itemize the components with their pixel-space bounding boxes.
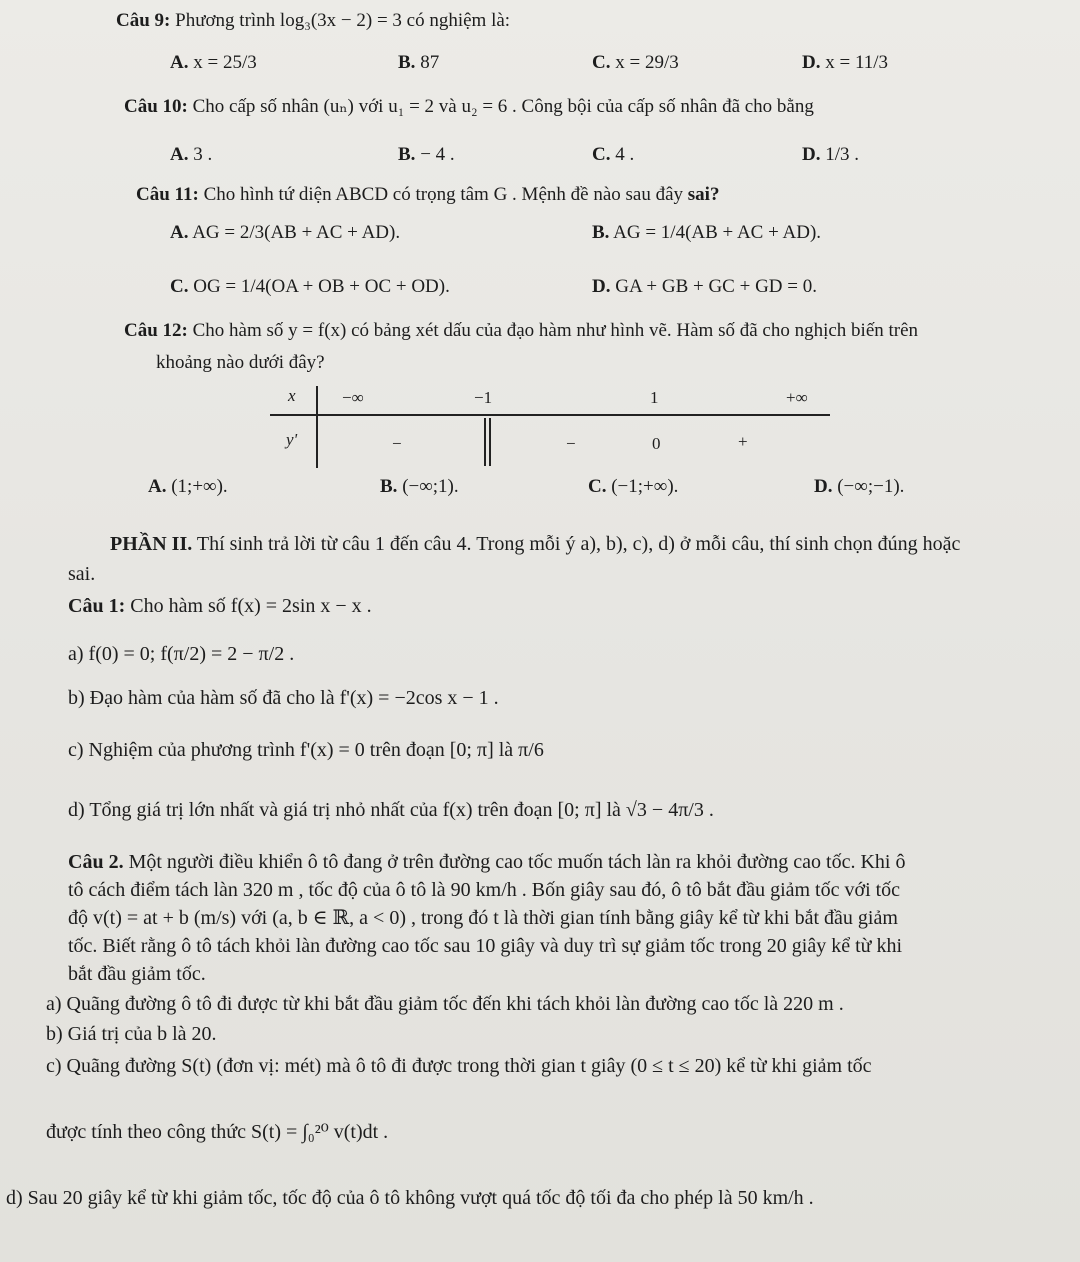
sign-table-sign: − — [392, 434, 402, 453]
p2q1-statement-a: a) f(0) = 0; f(π/2) = 2 − π/2 . — [68, 643, 295, 665]
sign-table-sign: 0 — [652, 434, 661, 453]
q12-text: Cho hàm số y = f(x) có bảng xét dấu của đạo hàm như hình vẽ. Hàm số đã cho nghịch biến trên — [192, 320, 919, 341]
part2-intro — [110, 532, 960, 556]
q10-text: Cho cấp số nhân (uₙ) với u₁ = 2 và u₂ = 6 . Công bội của cấp số nhân đã cho bằng — [192, 96, 814, 117]
sign-table-x-value: −∞ — [342, 388, 364, 407]
q10-option-b: B. − 4 . — [398, 144, 455, 165]
p2q2-line1: Một người điều khiển ô tô đang ở trên đường cao tốc muốn tách làn ra khỏi đường cao tốc. Khi ô — [128, 851, 906, 873]
q12-option-d: D. (−∞;−1). — [814, 476, 905, 497]
p2q1-text: Cho hàm số f(x) = 2sin x − x . — [130, 595, 372, 617]
p2q1-statement-b: b) Đạo hàm của hàm số đã cho là f'(x) = −2cos x − 1 . — [68, 687, 499, 709]
p2q2-line5: bắt đầu giảm tốc. — [68, 963, 206, 985]
q9-option-c: C. x = 29/3 — [592, 52, 679, 73]
p2q1-label: Câu 1: — [68, 595, 126, 617]
p2q2-stem — [68, 850, 905, 874]
q9-option-a: A. x = 25/3 — [170, 52, 257, 73]
part2-text: Thí sinh trả lời từ câu 1 đến câu 4. Trong mỗi ý a), b), c), d) ở mỗi câu, thí sinh chọn đúng hoặc — [196, 533, 961, 555]
p2q1-stem — [68, 594, 372, 618]
sign-table-x-value: 1 — [650, 388, 659, 407]
p2q2-label: Câu 2. — [68, 851, 124, 873]
q11-label: Câu 11: — [136, 184, 199, 205]
q12-option-a: A. (1;+∞). — [148, 476, 228, 497]
q11-option-c: C. OG = 1/4(OA + OB + OC + OD). — [170, 276, 450, 297]
sign-table-double-bar-left — [484, 418, 486, 466]
sign-table-sign: − — [566, 434, 576, 453]
sign-table-double-bar-right — [489, 418, 491, 466]
q11-option-b: B. AG = 1/4(AB + AC + AD). — [592, 222, 822, 243]
p2q2-statement-c-line2: được tính theo công thức S(t) = ∫₀²⁰ v(t)dt . — [46, 1121, 389, 1143]
p2q2-line3: độ v(t) = at + b (m/s) với (a, b ∈ ℝ, a < 0) , trong đó t là thời gian tính bằng giây kể từ khi bắt đầu giảm — [68, 907, 898, 929]
p2q2-statement-c: c) Quãng đường S(t) (đơn vị: mét) mà ô tô đi được trong thời gian t giây (0 ≤ t ≤ 20) kể từ khi giảm tốc — [46, 1055, 872, 1077]
q11-option-d: D. GA + GB + GC + GD = 0. — [592, 276, 817, 297]
q11-stem — [136, 184, 719, 207]
sign-table-y-label: y' — [286, 430, 298, 449]
q10-stem — [124, 96, 814, 119]
sign-table-x-value: +∞ — [786, 388, 808, 407]
q9-option-b: B. 87 — [398, 52, 440, 73]
p2q2-line4: tốc. Biết rằng ô tô tách khỏi làn đường cao tốc sau 10 giây và duy trì sự giảm tốc trong 20 giây kể từ khi — [68, 935, 903, 957]
q12-option-c: C. (−1;+∞). — [588, 476, 679, 497]
p2q2-statement-d: d) Sau 20 giây kể từ khi giảm tốc, tốc độ của ô tô không vượt quá tốc độ tối đa cho phép là 50 km/h . — [6, 1187, 814, 1209]
q12-option-b: B. (−∞;1). — [380, 476, 459, 497]
sign-table-x-value: −1 — [474, 388, 493, 407]
q11-option-a: A. AG = 2/3(AB + AC + AD). — [170, 222, 401, 243]
q9-option-d: D. x = 11/3 — [802, 52, 889, 73]
q12-stem-line2: khoảng nào dưới đây? — [156, 352, 325, 373]
q10-label: Câu 10: — [124, 96, 188, 117]
q12-stem — [124, 320, 918, 343]
part2-heading: PHẦN II. — [110, 533, 193, 555]
sign-table — [270, 380, 830, 470]
part2-text-line2: sai. — [68, 563, 96, 585]
q11-emphasis: sai? — [687, 184, 720, 205]
sign-table-vertical-divider — [316, 386, 318, 468]
q10-option-a: A. 3 . — [170, 144, 213, 165]
q9-label: Câu 9: — [116, 10, 171, 31]
q9-text: Phương trình log₃(3x − 2) = 3 có nghiệm là: — [175, 10, 511, 31]
q11-text: Cho hình tứ diện ABCD có trọng tâm G . Mệnh đề nào sau đây — [203, 184, 684, 205]
q12-label: Câu 12: — [124, 320, 188, 341]
q10-option-c: C. 4 . — [592, 144, 635, 165]
p2q2-line2: tô cách điểm tách làn 320 m , tốc độ của ô tô là 90 km/h . Bốn giây sau đó, ô tô bắt đầu giảm tốc với tốc — [68, 879, 901, 901]
p2q1-statement-c: c) Nghiệm của phương trình f'(x) = 0 trên đoạn [0; π] là π/6 — [68, 739, 544, 761]
q9-stem — [116, 10, 510, 33]
sign-table-horizontal-divider — [270, 414, 830, 416]
sign-table-sign: + — [738, 432, 748, 451]
q10-option-d: D. 1/3 . — [802, 144, 860, 165]
p2q1-statement-d: d) Tổng giá trị lớn nhất và giá trị nhỏ nhất của f(x) trên đoạn [0; π] là √3 − 4π/3 . — [68, 799, 714, 821]
p2q2-statement-b: b) Giá trị của b là 20. — [46, 1023, 217, 1045]
p2q2-statement-a: a) Quãng đường ô tô đi được từ khi bắt đầu giảm tốc đến khi tách khỏi làn đường cao tốc là 220 m . — [46, 993, 844, 1015]
sign-table-x-label: x — [288, 386, 296, 405]
